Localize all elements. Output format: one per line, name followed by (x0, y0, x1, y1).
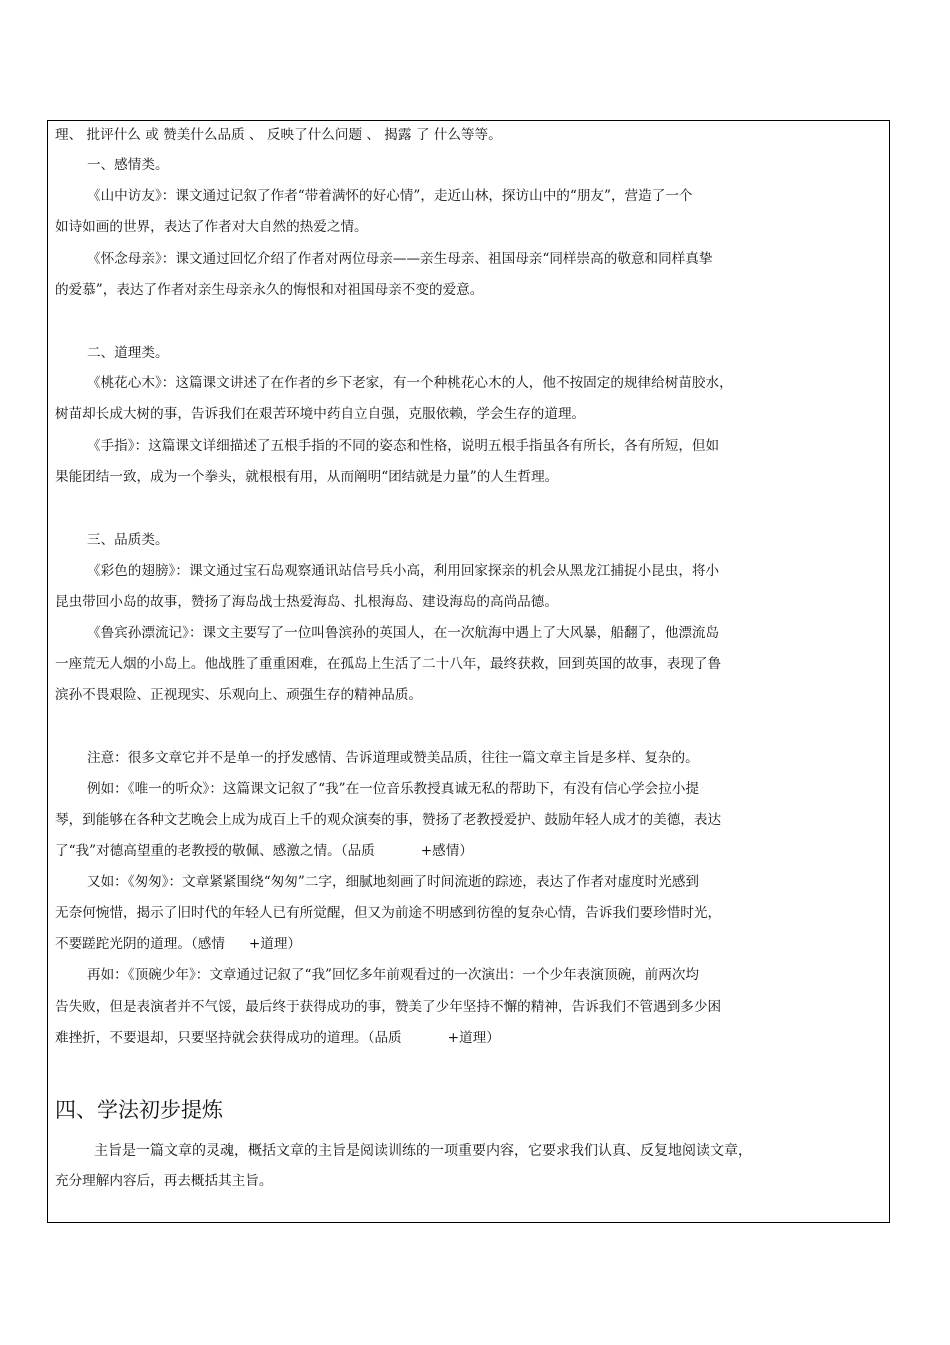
example-congcong-line2: 无奈何惋惜，揭示了旧时代的年轻人已有所觉醒，但又为前途不明感到彷徨的复杂心情，告诉我们要珍惜时光， (55, 905, 722, 921)
paragraph-taohuaxinmu-line1: 《桃花心木》：这篇课文讲述了在作者的乡下老家，有一个种桃花心木的人，他不按固定的规律给树苗胶水， (87, 375, 733, 391)
tag-text: +道理） (248, 936, 302, 952)
paragraph-huainianmuqin-line2: 的爱慕”，表达了作者对亲生母亲永久的悔恨和对祖国母亲不变的爱意。 (55, 282, 484, 298)
paragraph-lubinsun-line3: 滨孙不畏艰险、正视现实、乐观向上、顽强生存的精神品质。 (55, 687, 423, 703)
category-emotion-heading: 一、感情类。 (87, 157, 169, 173)
tag-text: 难挫折，不要退却，只要坚持就会获得成功的道理。（品质 (55, 1030, 402, 1046)
paragraph-lubinsun-line1: 《鲁宾孙漂流记》：课文主要写了一位叫鲁滨孙的英国人，在一次航海中遇上了大风暴，船翻了，他漂流岛 (87, 625, 720, 641)
paragraph-shanzhongfangyou-line2: 如诗如画的世界，表达了作者对大自然的热爱之情。 (55, 219, 368, 235)
paragraph-caisedechibang-line1: 《彩色的翅膀》：课文通过宝石岛观察通讯站信号兵小高，利用回家探亲的机会从黑龙江捕捉小昆虫，将小 (87, 563, 720, 579)
tag-text: +感情） (420, 843, 473, 859)
category-reason-heading: 二、道理类。 (87, 345, 169, 361)
tag-text: +道理） (447, 1030, 500, 1046)
example-weiyidetingzhong-line1: 例如：《唯一的听众》：这篇课文记叙了“我”在一位音乐教授真诚无私的帮助下，有没有信心学会拉小提 (87, 781, 700, 797)
example-dingwanshaonian-line3 (55, 1029, 500, 1047)
example-weiyidetingzhong-line3 (55, 842, 473, 860)
paragraph-huainianmuqin-line1: 《怀念母亲》：课文通过回忆介绍了作者对两位母亲——亲生母亲、祖国母亲“同样崇高的敬意和同样真挚 (87, 251, 713, 267)
example-congcong-line3 (55, 935, 301, 953)
closing-paragraph-line1: 主旨是一篇文章的灵魂，概括文章的主旨是阅读训练的一项重要内容，它要求我们认真、反复地阅读文章， (94, 1143, 752, 1159)
paragraph-lubinsun-line2: 一座荒无人烟的小岛上。他战胜了重重困难，在孤岛上生活了二十八年，最终获救，回到英国的故事，表现了鲁 (55, 656, 722, 672)
example-congcong-line1: 又如：《匆匆》：文章紧紧围绕“匆匆”二字，细腻地刻画了时间流逝的踪迹，表达了作者对虚度时光感到 (87, 874, 700, 890)
intro-continuation: 理、 批评什么 或 赞美什么品质 、 反映了什么问题 、 揭露 了 什么等等。 (55, 127, 502, 143)
paragraph-caisedechibang-line2: 昆虫带回小岛的故事，赞扬了海岛战士热爱海岛、扎根海岛、建设海岛的高尚品德。 (55, 594, 558, 610)
section-title: 四、学法初步提炼 (55, 1098, 223, 1122)
example-dingwanshaonian-line2: 告失败，但是表演者并不气馁，最后终于获得成功的事，赞美了少年坚持不懈的精神，告诉我们不管遇到多少困 (55, 999, 722, 1015)
paragraph-shouzhi-line1: 《手指》：这篇课文详细描述了五根手指的不同的姿态和性格，说明五根手指虽各有所长，各有所短，但如 (87, 438, 720, 454)
paragraph-shanzhongfangyou-line1: 《山中访友》：课文通过记叙了作者“带着满怀的好心情”，走近山林，探访山中的“朋友”，营造了一个 (87, 188, 693, 204)
paragraph-taohuaxinmu-line2: 树苗却长成大树的事，告诉我们在艰苦环境中药自立自强，克服依赖，学会生存的道理。 (55, 406, 586, 422)
example-weiyidetingzhong-line2: 琴，到能够在各种文艺晚会上成为成百上千的观众演奏的事，赞扬了老教授爱护、鼓励年轻人成才的美德，表达 (55, 812, 722, 828)
example-dingwanshaonian-line1: 再如：《顶碗少年》：文章通过记叙了“我”回忆多年前观看过的一次演出：一个少年表演顶碗，前两次均 (87, 967, 700, 983)
closing-paragraph-line2: 充分理解内容后，再去概括其主旨。 (55, 1173, 273, 1189)
category-quality-heading: 三、品质类。 (87, 532, 169, 548)
note-paragraph: 注意：很多文章它并不是单一的抒发感情、告诉道理或赞美品质，往往一篇文章主旨是多样、复杂的。 (87, 750, 699, 766)
tag-text: 不要蹉跎光阴的道理。（感情 (55, 936, 225, 952)
tag-text: 了“我”对德高望重的老教授的敬佩、感激之情。（品质 (55, 843, 375, 859)
paragraph-shouzhi-line2: 果能团结一致，成为一个拳头，就根根有用，从而阐明“团结就是力量”的人生哲理。 (55, 469, 559, 485)
